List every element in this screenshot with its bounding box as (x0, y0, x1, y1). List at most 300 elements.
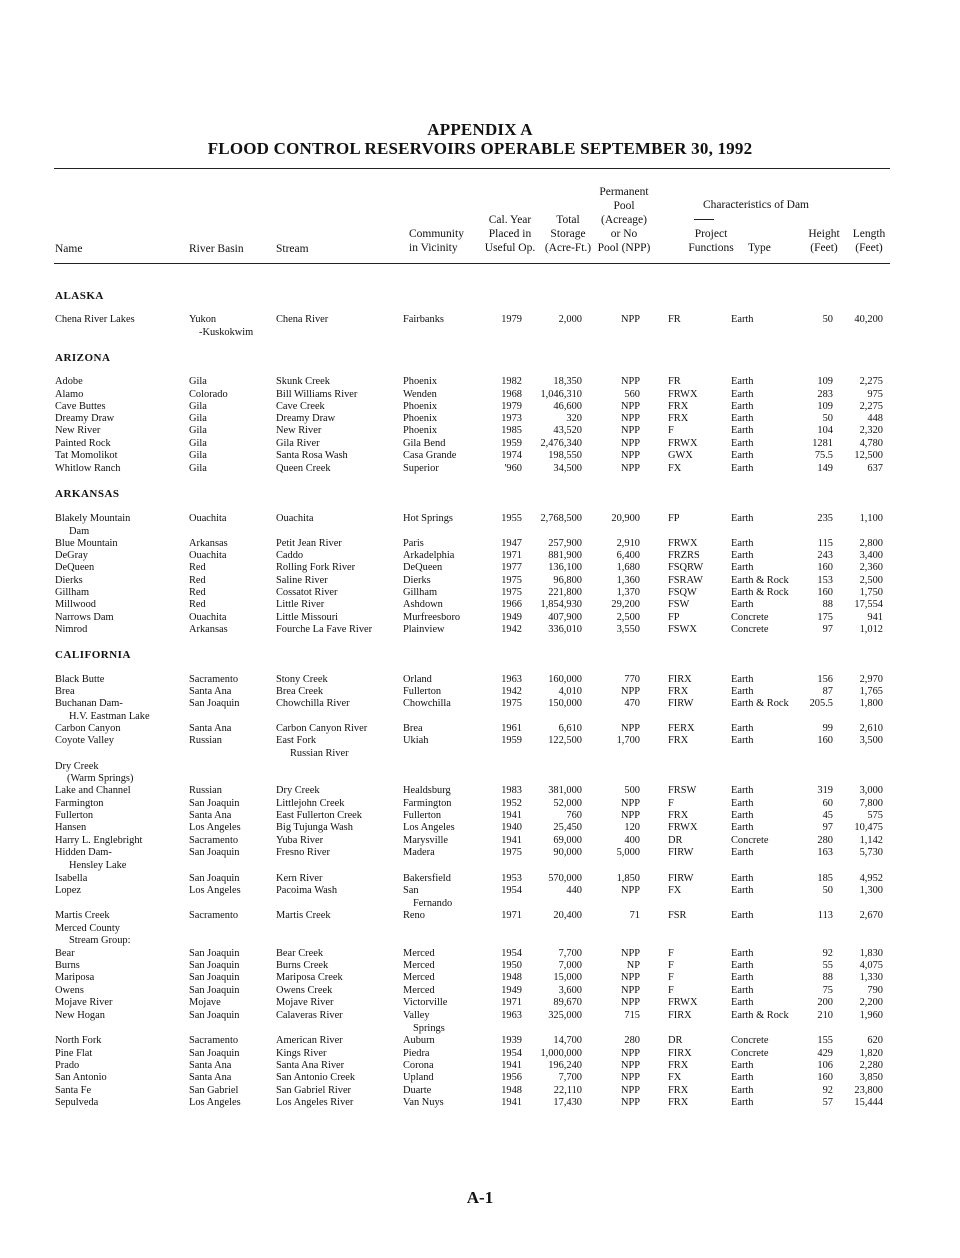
cell-pool: NPP (620, 438, 640, 449)
cell-stor: 17,430 (553, 1097, 582, 1108)
cell-pool: NPP (620, 997, 640, 1008)
cell-stream: Littlejohn Creek (276, 798, 345, 809)
cell-len: 3,400 (859, 550, 883, 561)
cell-func: FP (668, 513, 680, 524)
cell-func: FSW (668, 599, 690, 610)
cell-type: Earth (731, 425, 754, 436)
cell-pool: 29,200 (611, 599, 640, 610)
cell-func: FR (668, 376, 681, 387)
cell-year: 1954 (501, 885, 522, 896)
cell-pool: 6,400 (616, 550, 640, 561)
header-project-functions: Project Functions (688, 228, 734, 254)
cell-ht: 75.5 (814, 450, 833, 461)
cell-len: 10,475 (854, 822, 883, 833)
cell-stor: 381,000 (548, 785, 582, 796)
cell-stor: 881,900 (548, 550, 582, 561)
cell-len: 2,500 (859, 575, 883, 586)
cell-stor: 18,350 (553, 376, 582, 387)
cell-stream: Calaveras River (276, 1010, 343, 1021)
cell-name: Santa Fe (55, 1085, 92, 1096)
cell-stor: 407,900 (548, 612, 582, 623)
cell-year: 1975 (501, 587, 522, 598)
table-row (0, 798, 960, 810)
cell-comm: Corona (403, 1060, 434, 1071)
cell-ht: 115 (817, 538, 833, 549)
cell-func: FR (668, 314, 681, 325)
cell-basin: Gila (189, 376, 207, 387)
cell-len: 637 (867, 463, 883, 474)
cell-len: 2,610 (859, 723, 883, 734)
cell-comm: Healdsburg (403, 785, 451, 796)
cell-stor: 1,046,310 (540, 389, 582, 400)
cell-stream: Bear Creek (276, 948, 324, 959)
cell-stor: 46,600 (553, 401, 582, 412)
cell-basin: Gila (189, 413, 207, 424)
cell-type: Earth (731, 550, 754, 561)
cell-basin: Ouachita (189, 550, 227, 561)
cell-type: Concrete (731, 1035, 769, 1046)
header-cal-year: Cal. Year Placed in Useful Op. (484, 214, 536, 254)
state-heading-arkansas: ARKANSAS (55, 488, 120, 500)
cell-basin: Sacramento (189, 910, 239, 921)
cell-basin: Gila (189, 401, 207, 412)
table-row (0, 674, 960, 686)
cell-type: Earth (731, 562, 754, 573)
cell-type: Earth (731, 314, 754, 325)
cell-func: FRSW (668, 785, 697, 796)
cell-comm: Bakersfield (403, 873, 451, 884)
cell-basin: Yukon (189, 314, 217, 325)
cell-stream: Petit Jean River (276, 538, 342, 549)
cell-basin: San Gabriel (189, 1085, 239, 1096)
cell-name: Millwood (55, 599, 96, 610)
cell-func: FIRX (668, 1048, 692, 1059)
table-row (0, 835, 960, 847)
page-number: A-1 (466, 1188, 494, 1207)
cell-len: 12,500 (854, 450, 883, 461)
cell-name: Tat Momolikot (55, 450, 118, 461)
cell-name: Bear (55, 948, 75, 959)
table-row (0, 910, 960, 922)
cell-stor: 89,670 (553, 997, 582, 1008)
header-characteristics-rule (694, 219, 714, 220)
cell-name: Nimrod (55, 624, 88, 635)
cell-len: 23,800 (854, 1085, 883, 1096)
cell-basin: Ouachita (189, 513, 227, 524)
table-row (0, 562, 960, 574)
cell-year: 1975 (501, 847, 522, 858)
cell-year: 1949 (501, 985, 522, 996)
cell-name: Harry L. Englebright (55, 835, 143, 846)
cell-stor: 7,000 (558, 960, 582, 971)
cell-comm: DeQueen (403, 562, 443, 573)
cell-type: Earth (731, 438, 754, 449)
table-row (0, 785, 960, 797)
cell-type: Earth (731, 376, 754, 387)
cell-stor: 25,450 (553, 822, 582, 833)
cell-name: Carbon Canyon (55, 723, 121, 734)
cell-year: 1975 (501, 698, 522, 709)
cell-basin: Sacramento (189, 835, 239, 846)
cell-comm: Chowchilla (403, 698, 451, 709)
cell-stream: Kings River (276, 1048, 327, 1059)
page-title-line-1: APPENDIX A (427, 120, 533, 139)
cell-pool: 1,370 (616, 587, 640, 598)
cell-name: Lake and Channel (55, 785, 131, 796)
cell-len: 4,952 (859, 873, 883, 884)
cell-year: 1963 (501, 674, 522, 685)
cell-len: 3,000 (859, 785, 883, 796)
cell-type: Earth & Rock (731, 698, 789, 709)
cell-pool: NPP (620, 686, 640, 697)
table-row (0, 389, 960, 401)
cell-type: Earth (731, 985, 754, 996)
cell-len: 1,830 (859, 948, 883, 959)
table-row (0, 873, 960, 885)
table-row (0, 1097, 960, 1109)
continuation-text: Fernando (413, 898, 453, 909)
cell-name: Brea (55, 686, 75, 697)
cell-stream: Chena River (276, 314, 329, 325)
cell-name: Prado (55, 1060, 80, 1071)
cell-func: FSWX (668, 624, 697, 635)
cell-name: Farmington (55, 798, 104, 809)
cell-comm: Reno (403, 910, 425, 921)
cell-pool: NPP (620, 450, 640, 461)
cell-ht: 75 (822, 985, 833, 996)
cell-year: 1947 (501, 538, 522, 549)
cell-pool: 1,700 (616, 735, 640, 746)
cell-ht: 88 (822, 972, 833, 983)
cell-len: 941 (867, 612, 883, 623)
cell-pool: NPP (620, 413, 640, 424)
cell-year: 1971 (501, 997, 522, 1008)
table-row (0, 425, 960, 437)
cell-comm: Marysville (403, 835, 449, 846)
cell-year: 1959 (501, 735, 522, 746)
cell-type: Earth & Rock (731, 1010, 789, 1021)
cell-pool: 715 (624, 1010, 640, 1021)
cell-pool: 500 (624, 785, 640, 796)
cell-stor: 43,520 (553, 425, 582, 436)
table-row (0, 587, 960, 599)
cell-func: GWX (668, 450, 693, 461)
cell-type: Earth (731, 686, 754, 697)
cell-ht: 185 (817, 873, 833, 884)
cell-len: 5,730 (859, 847, 883, 858)
cell-type: Earth (731, 723, 754, 734)
cell-type: Concrete (731, 1048, 769, 1059)
cell-pool: NPP (620, 425, 640, 436)
cell-name: Lopez (55, 885, 81, 896)
table-row (0, 1072, 960, 1084)
table-row (0, 1010, 960, 1022)
cell-func: FRX (668, 413, 689, 424)
cell-stream: Skunk Creek (276, 376, 330, 387)
cell-pool: NPP (620, 376, 640, 387)
cell-ht: 60 (822, 798, 833, 809)
cell-basin: San Joaquin (189, 960, 240, 971)
cell-basin: Sacramento (189, 674, 239, 685)
table-row (0, 698, 960, 710)
cell-pool: NPP (620, 723, 640, 734)
cell-len: 3,850 (859, 1072, 883, 1083)
cell-comm: Phoenix (403, 401, 438, 412)
cell-basin: Red (189, 599, 206, 610)
cell-func: F (668, 948, 674, 959)
cell-ht: 57 (822, 1097, 833, 1108)
cell-type: Earth (731, 847, 754, 858)
cell-basin: Santa Ana (189, 810, 232, 821)
cell-len: 2,970 (859, 674, 883, 685)
cell-comm: Upland (403, 1072, 434, 1083)
cell-stor: 325,000 (548, 1010, 582, 1021)
cell-name: San Antonio (55, 1072, 107, 1083)
cell-stream: Cossatot River (276, 587, 338, 598)
cell-name: New River (55, 425, 101, 436)
cell-len: 4,780 (859, 438, 883, 449)
cell-type: Earth (731, 1060, 754, 1071)
cell-basin: Red (189, 562, 206, 573)
cell-basin: San Joaquin (189, 948, 240, 959)
cell-pool: NPP (620, 1097, 640, 1108)
header-community: Community in Vicinity (409, 228, 464, 254)
cell-stor: 760 (566, 810, 582, 821)
cell-ht: 235 (817, 513, 833, 524)
table-row (0, 314, 960, 326)
cell-comm: Los Angeles (403, 822, 455, 833)
cell-len: 1,012 (859, 624, 883, 635)
cell-year: 1954 (501, 948, 522, 959)
cell-func: FIRW (668, 873, 694, 884)
cell-year: 1963 (501, 1010, 522, 1021)
cell-pool: 20,900 (611, 513, 640, 524)
cell-ht: 50 (822, 885, 833, 896)
cell-stor: 96,800 (553, 575, 582, 586)
continuation-text: H.V. Eastman Lake (69, 711, 150, 722)
cell-type: Earth (731, 413, 754, 424)
cell-stream: Carbon Canyon River (276, 723, 368, 734)
cell-pool: 1,680 (616, 562, 640, 573)
cell-stream: Bill Williams River (276, 389, 358, 400)
cell-year: '960 (504, 463, 522, 474)
cell-ht: 106 (817, 1060, 833, 1071)
cell-basin: Los Angeles (189, 822, 241, 833)
cell-ht: 99 (822, 723, 833, 734)
cell-name: Fullerton (55, 810, 94, 821)
table-row (0, 1085, 960, 1097)
cell-ht: 109 (817, 401, 833, 412)
cell-comm: Paris (403, 538, 424, 549)
cell-stream: Santa Ana River (276, 1060, 345, 1071)
cell-basin: San Joaquin (189, 798, 240, 809)
cell-stor: 15,000 (553, 972, 582, 983)
header-type: Type (748, 242, 771, 254)
cell-func: FRX (668, 686, 689, 697)
cell-basin: San Joaquin (189, 1048, 240, 1059)
cell-name: Pine Flat (55, 1048, 93, 1059)
cell-type: Earth (731, 873, 754, 884)
cell-stor: 3,600 (558, 985, 582, 996)
cell-type: Earth (731, 401, 754, 412)
cell-len: 2,275 (859, 401, 883, 412)
table-row (0, 972, 960, 984)
cell-stor: 90,000 (553, 847, 582, 858)
cell-stor: 196,240 (548, 1060, 582, 1071)
table-row (0, 550, 960, 562)
table-row (0, 450, 960, 462)
cell-year: 1974 (501, 450, 522, 461)
cell-basin: Santa Ana (189, 1060, 232, 1071)
table-row (0, 575, 960, 587)
cell-stream: Cave Creek (276, 401, 325, 412)
cell-ht: 175 (817, 612, 833, 623)
cell-pool: NPP (620, 810, 640, 821)
state-heading-california: CALIFORNIA (55, 649, 131, 661)
cell-type: Earth (731, 463, 754, 474)
cell-type: Earth (731, 885, 754, 896)
cell-year: 1985 (501, 425, 522, 436)
cell-type: Earth (731, 674, 754, 685)
cell-type: Earth (731, 997, 754, 1008)
cell-comm: Casa Grande (403, 450, 457, 461)
cell-type: Concrete (731, 612, 769, 623)
cell-ht: 160 (817, 562, 833, 573)
cell-ht: 153 (817, 575, 833, 586)
cell-pool: 1,850 (616, 873, 640, 884)
continuation-text: (Warm Springs) (67, 773, 134, 784)
cell-basin: Red (189, 587, 206, 598)
table-row (0, 847, 960, 859)
cell-stream: Dreamy Draw (276, 413, 336, 424)
cell-type: Earth & Rock (731, 575, 789, 586)
cell-name: Mojave River (55, 997, 113, 1008)
cell-name: DeQueen (55, 562, 95, 573)
cell-pool: NPP (620, 1060, 640, 1071)
cell-stream: Fresno River (276, 847, 330, 858)
cell-year: 1950 (501, 960, 522, 971)
cell-stream: East Fork (276, 735, 317, 746)
table-row (0, 376, 960, 388)
table-row (0, 538, 960, 550)
cell-type: Earth (731, 972, 754, 983)
cell-year: 1948 (501, 972, 522, 983)
cell-year: 1952 (501, 798, 522, 809)
cell-func: FERX (668, 723, 695, 734)
cell-name: Narrows Dam (55, 612, 114, 623)
cell-func: FIRW (668, 847, 694, 858)
cell-len: 7,800 (859, 798, 883, 809)
cell-stream: American River (276, 1035, 343, 1046)
cell-type: Earth (731, 1072, 754, 1083)
header-length: Length (Feet) (852, 228, 886, 254)
cell-year: 1955 (501, 513, 522, 524)
cell-func: FX (668, 463, 682, 474)
cell-year: 1948 (501, 1085, 522, 1096)
state-heading-arizona: ARIZONA (55, 352, 111, 364)
cell-ht: 1281 (812, 438, 833, 449)
header-characteristics: Characteristics of Dam (702, 199, 809, 211)
cell-stor: 2,768,500 (540, 513, 582, 524)
cell-year: 1979 (501, 314, 522, 325)
cell-basin: Arkansas (189, 538, 228, 549)
cell-name: Whitlow Ranch (55, 463, 121, 474)
cell-len: 620 (867, 1035, 883, 1046)
cell-stor: 150,000 (548, 698, 582, 709)
cell-year: 1949 (501, 612, 522, 623)
cell-basin: Santa Ana (189, 686, 232, 697)
cell-year: 1959 (501, 438, 522, 449)
cell-pool: NPP (620, 885, 640, 896)
cell-comm: Arkadelphia (403, 550, 455, 561)
cell-basin: Gila (189, 425, 207, 436)
cell-type: Earth (731, 513, 754, 524)
cell-stream: Stony Creek (276, 674, 328, 685)
cell-stream: Fourche La Fave River (276, 624, 373, 635)
cell-year: 1939 (501, 1035, 522, 1046)
table-row (0, 985, 960, 997)
cell-comm: Merced (403, 985, 435, 996)
cell-ht: 113 (817, 910, 833, 921)
cell-ht: 149 (817, 463, 833, 474)
cell-type: Concrete (731, 624, 769, 635)
cell-year: 1971 (501, 910, 522, 921)
cell-len: 3,500 (859, 735, 883, 746)
continuation-text: Russian River (290, 748, 349, 759)
cell-pool: 2,910 (616, 538, 640, 549)
cell-basin: Arkansas (189, 624, 228, 635)
cell-stream: Owens Creek (276, 985, 333, 996)
cell-len: 4,075 (859, 960, 883, 971)
cell-stream: Los Angeles River (276, 1097, 354, 1108)
cell-stor: 122,500 (548, 735, 582, 746)
cell-basin: Mojave (189, 997, 221, 1008)
cell-basin: Russian (189, 735, 222, 746)
cell-stream: San Antonio Creek (276, 1072, 356, 1083)
cell-name: Martis Creek (55, 910, 110, 921)
table-row (0, 686, 960, 698)
cell-comm: Merced (403, 948, 435, 959)
cell-type: Earth (731, 798, 754, 809)
header-rule (54, 263, 890, 264)
cell-stream: Kern River (276, 873, 323, 884)
cell-stream: Yuba River (276, 835, 324, 846)
cell-name: Blakely Mountain (55, 513, 131, 524)
cell-pool: 770 (624, 674, 640, 685)
cell-pool: 3,550 (616, 624, 640, 635)
cell-pool: 71 (629, 910, 640, 921)
cell-comm: San (403, 885, 419, 896)
cell-type: Earth (731, 785, 754, 796)
cell-ht: 429 (817, 1048, 833, 1059)
cell-comm: Murfreesboro (403, 612, 461, 623)
cell-comm: Victorville (403, 997, 448, 1008)
table-row (0, 513, 960, 525)
cell-ht: 156 (817, 674, 833, 685)
table-row (0, 735, 960, 747)
cell-stream: Big Tujunga Wash (276, 822, 353, 833)
cell-name: Coyote Valley (55, 735, 114, 746)
cell-func: FSQRW (668, 562, 704, 573)
cell-comm: Fullerton (403, 810, 442, 821)
cell-type: Earth (731, 960, 754, 971)
cell-stream: Little River (276, 599, 325, 610)
cell-stor: 2,476,340 (540, 438, 582, 449)
table-row (0, 599, 960, 611)
cell-name: Burns (55, 960, 80, 971)
cell-pool: NPP (620, 401, 640, 412)
cell-stream: Little Missouri (276, 612, 339, 623)
